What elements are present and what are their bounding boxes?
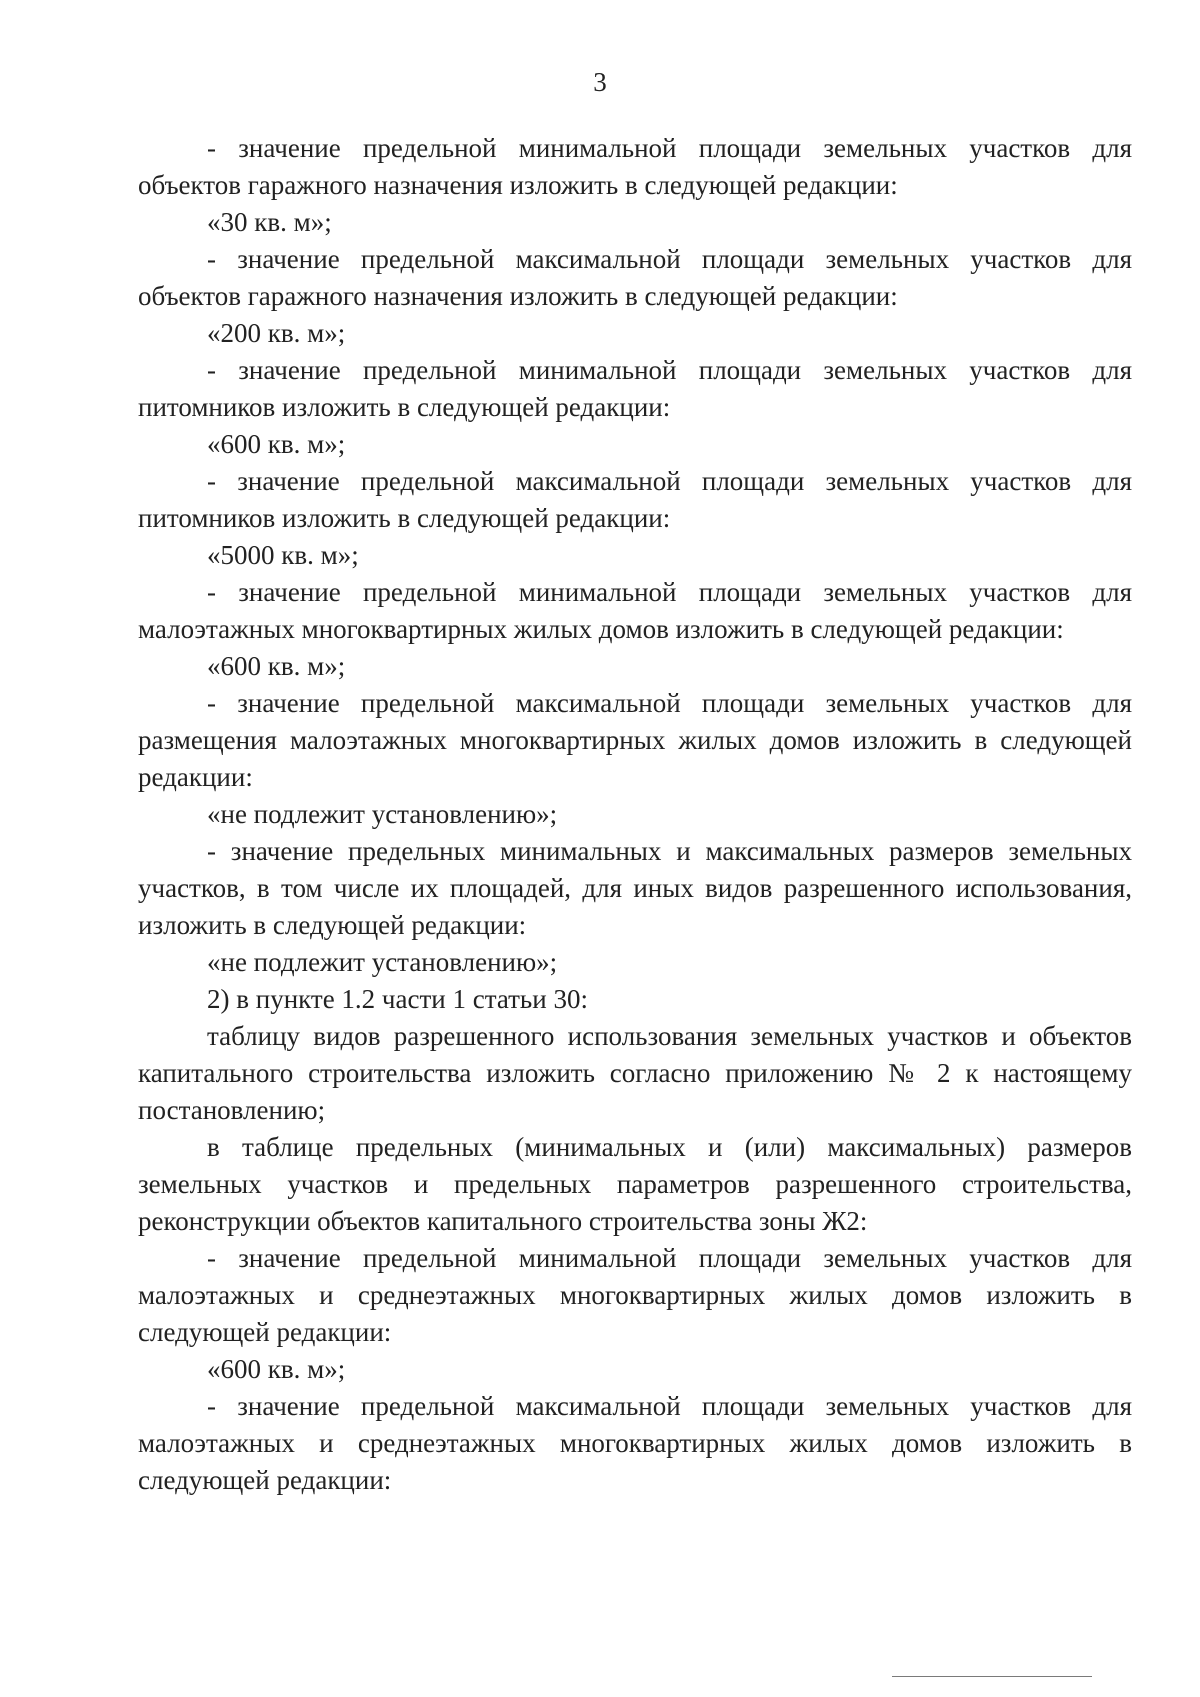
value-lowrise-max-area: «не подлежит установлению»; [207, 799, 558, 829]
paragraph-lowrise-max-area: - значение предельной максимальной площади земельных участков для размещения малоэтажных многоквартирных жилых домов изложить в следующей редакции: [138, 688, 1132, 792]
document-body [138, 130, 1132, 1499]
value-garage-min-area: «30 кв. м»; [207, 207, 332, 237]
value-nursery-max-area: «5000 кв. м»; [207, 540, 359, 570]
value-other-uses-sizes: «не подлежит установлению»; [207, 947, 558, 977]
paragraph-lowrise-min-area: - значение предельной минимальной площади земельных участков для малоэтажных многоквартирных жилых домов изложить в следующей редакции: [138, 577, 1132, 644]
value-lowrise-min-area: «600 кв. м»; [207, 651, 346, 681]
value-midrise-min-area: «600 кв. м»; [207, 1354, 346, 1384]
paragraph-nursery-min-area: - значение предельной минимальной площади земельных участков для питомников изложить в следующей редакции: [138, 355, 1132, 422]
paragraph-other-uses-sizes: - значение предельных минимальных и максимальных размеров земельных участков, в том числе их площадей, для иных видов разрешенного использования, изложить в следующей редакции: [138, 836, 1132, 940]
paragraph-midrise-min-area: - значение предельной минимальной площади земельных участков для малоэтажных и среднеэтажных многоквартирных жилых домов изложить в следующей редакции: [138, 1243, 1132, 1347]
page-number: 3 [593, 67, 607, 97]
scan-artifact-line [892, 1676, 1092, 1677]
value-nursery-min-area: «600 кв. м»; [207, 429, 346, 459]
paragraph-zone-zh2-table: в таблице предельных (минимальных и (или) максимальных) размеров земельных участков и предельных параметров разрешенного строительства, реконструкции объектов капитального строительства зоны Ж2: [138, 1132, 1132, 1236]
paragraph-midrise-max-area: - значение предельной максимальной площади земельных участков для малоэтажных и среднеэтажных многоквартирных жилых домов изложить в следующей редакции: [138, 1391, 1132, 1495]
paragraph-garage-min-area: - значение предельной минимальной площади земельных участков для объектов гаражного назначения изложить в следующей редакции: [138, 133, 1132, 200]
paragraph-garage-max-area: - значение предельной максимальной площади земельных участков для объектов гаражного назначения изложить в следующей редакции: [138, 244, 1132, 311]
paragraph-uses-table: таблицу видов разрешенного использования земельных участков и объектов капитального строительства изложить согласно приложению № 2 к настоящему постановлению; [138, 1021, 1132, 1125]
paragraph-nursery-max-area: - значение предельной максимальной площади земельных участков для питомников изложить в следующей редакции: [138, 466, 1132, 533]
item-article-30: 2) в пункте 1.2 части 1 статьи 30: [207, 984, 588, 1014]
value-garage-max-area: «200 кв. м»; [207, 318, 346, 348]
